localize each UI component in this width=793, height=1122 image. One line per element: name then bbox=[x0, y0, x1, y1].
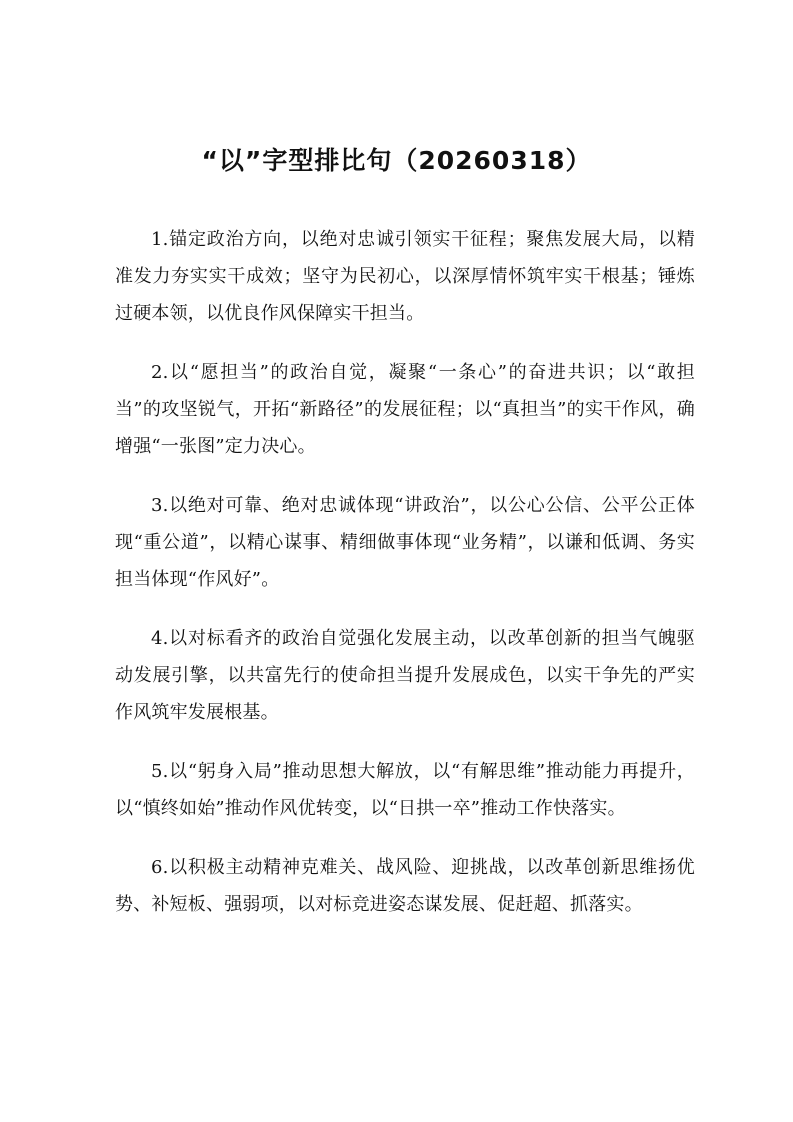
paragraph-3: 3.以绝对可靠、绝对忠诚体现“讲政治”，以公心公信、公平公正体现“重公道”，以精心谋事、精细做事体现“业务精”，以谦和低调、务实担当体现“作风好”。 bbox=[115, 495, 695, 590]
paragraph-6: 6.以积极主动精神克难关、战风险、迎挑战，以改革创新思维扬优势、补短板、强弱项，以对标竞进姿态谋发展、促赶超、抓落实。 bbox=[115, 857, 695, 915]
document-title: “以”字型排比句（20260318） bbox=[201, 146, 592, 175]
paragraph-4: 4.以对标看齐的政治自觉强化发展主动，以改革创新的担当气魄驱动发展引擎，以共富先行的使命担当提升发展成色，以实干争先的严实作风筑牢发展根基。 bbox=[115, 628, 695, 723]
paragraph-2: 2.以“愿担当”的政治自觉，凝聚“一条心”的奋进共识；以“敢担当”的攻坚锐气，开拓“新路径”的发展征程；以“真担当”的实干作风，确增强“一张图”定力决心。 bbox=[115, 362, 695, 457]
paragraph-1: 1.锚定政治方向，以绝对忠诚引领实干征程；聚焦发展大局，以精准发力夯实实干成效；坚守为民初心，以深厚情怀筑牢实干根基；锤炼过硬本领，以优良作风保障实干担当。 bbox=[115, 229, 695, 324]
paragraph-5: 5.以“躬身入局”推动思想大解放，以“有解思维”推动能力再提升，以“慎终如始”推动作风优转变，以“日拱一卒”推动工作快落实。 bbox=[115, 761, 695, 819]
document-body bbox=[115, 221, 695, 945]
